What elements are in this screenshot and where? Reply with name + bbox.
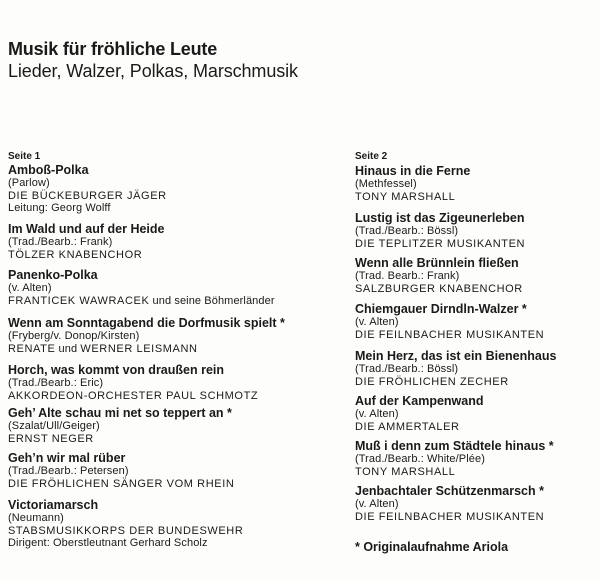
track	[355, 256, 523, 295]
track-artist: DIE BÜCKEBURGER JÄGER	[8, 189, 167, 202]
track	[355, 302, 544, 341]
track-artist: AKKORDEON-ORCHESTER PAUL SCHMOTZ	[8, 389, 259, 402]
album-subtitle: Lieder, Walzer, Polkas, Marschmusik	[8, 61, 298, 81]
track	[8, 406, 232, 445]
track-composer: (Methfessel)	[355, 178, 417, 190]
track-title: Hinaus in die Ferne	[355, 164, 471, 178]
track-artist: DIE FRÖHLICHEN SÄNGER VOM RHEIN	[8, 477, 235, 490]
track-extra: Leitung: Georg Wolff	[8, 202, 111, 214]
track-composer: (Trad./Bearb.: White/Plée)	[355, 453, 485, 465]
track-title: Geh’n wir mal rüber	[8, 451, 126, 465]
track-artist: RENATE	[8, 342, 56, 355]
track-title: Chiemgauer Dirndln-Walzer *	[355, 302, 527, 316]
track	[8, 451, 234, 490]
track-title: Geh’ Alte schau mi net so teppert an *	[8, 406, 232, 420]
track-composer: (Neumann)	[8, 512, 64, 524]
track-title: Jenbachtaler Schützenmarsch *	[355, 484, 544, 498]
track	[355, 211, 525, 250]
track-artist: DIE AMMERTALER	[355, 420, 460, 433]
track	[8, 268, 275, 307]
track-title: Im Wald und auf der Heide	[8, 222, 165, 236]
side-2-label: Seite 2	[355, 151, 388, 162]
track-composer: (Trad. Bearb.: Frank)	[355, 270, 460, 282]
track-composer: (Trad./Bearb.: Eric)	[8, 377, 104, 389]
track	[355, 484, 544, 523]
track-artist: FRANTICEK WAWRACEK	[8, 294, 150, 307]
track	[8, 363, 258, 402]
track-composer: (Trad./Bearb.: Bössl)	[355, 225, 459, 237]
track-title: Victoriamarsch	[8, 498, 99, 512]
side-1-label: Seite 1	[8, 151, 41, 162]
track	[8, 222, 165, 261]
track-title: Auf der Kampenwand	[355, 394, 484, 408]
track-title: Wenn am Sonntagabend die Dorfmusik spielt *	[8, 316, 285, 330]
track-artist: DIE FRÖHLICHEN ZECHER	[355, 375, 509, 388]
track-artist: DIE FEILNBACHER MUSIKANTEN	[355, 328, 545, 341]
track	[355, 394, 484, 433]
track-artist: DIE FEILNBACHER MUSIKANTEN	[355, 510, 545, 523]
track	[355, 164, 470, 203]
track-title: Lustig ist das Zigeunerleben	[355, 211, 525, 225]
track-title: Muß i denn zum Städtele hinaus *	[355, 439, 554, 453]
track-composer: (Szalat/Ull/Geiger)	[8, 420, 100, 432]
track-composer: (v. Alten)	[355, 408, 399, 420]
track-title: Mein Herz, das ist ein Bienenhaus	[355, 349, 557, 363]
track-artist-2: WERNER LEISMANN	[80, 342, 198, 355]
track-composer: (Fryberg/v. Donop/Kirsten)	[8, 330, 140, 342]
track-extra: Dirigent: Oberstleutnant Gerhard Scholz	[8, 537, 208, 549]
track-composer: (v. Alten)	[355, 498, 399, 510]
track	[8, 316, 285, 355]
track-title: Panenko-Polka	[8, 268, 98, 282]
track	[355, 439, 554, 478]
track-title: Wenn alle Brünnlein fließen	[355, 256, 519, 270]
track-artist: ERNST NEGER	[8, 432, 94, 445]
track	[8, 498, 243, 550]
track-composer: (Trad./Bearb.: Bössl)	[355, 363, 459, 375]
track-artist-suffix: und seine Böhmerländer	[149, 294, 275, 307]
track-artist: TÖLZER KNABENCHOR	[8, 248, 143, 261]
album-title: Musik für fröhliche Leute	[8, 39, 218, 59]
track-artist: SALZBURGER KNABENCHOR	[355, 282, 523, 295]
track-composer: (v. Alten)	[8, 282, 52, 294]
track-title: Horch, was kommt von draußen rein	[8, 363, 225, 377]
track-artist: TONY MARSHALL	[355, 190, 456, 203]
track-composer: (Parlow)	[8, 177, 50, 189]
track-artist: DIE TEPLITZER MUSIKANTEN	[355, 237, 526, 250]
track-composer: (v. Alten)	[355, 316, 399, 328]
track	[355, 349, 556, 388]
track-title: Amboß-Polka	[8, 163, 89, 177]
track-artist: TONY MARSHALL	[355, 465, 456, 478]
track-composer: (Trad./Bearb.: Petersen)	[8, 465, 129, 477]
track-artist: STABSMUSIKKORPS DER BUNDESWEHR	[8, 524, 244, 537]
footnote: * Originalaufnahme Ariola	[355, 540, 509, 554]
track-composer: (Trad./Bearb.: Frank)	[8, 236, 113, 248]
track	[8, 163, 167, 215]
track-artist-join: und	[55, 342, 81, 355]
